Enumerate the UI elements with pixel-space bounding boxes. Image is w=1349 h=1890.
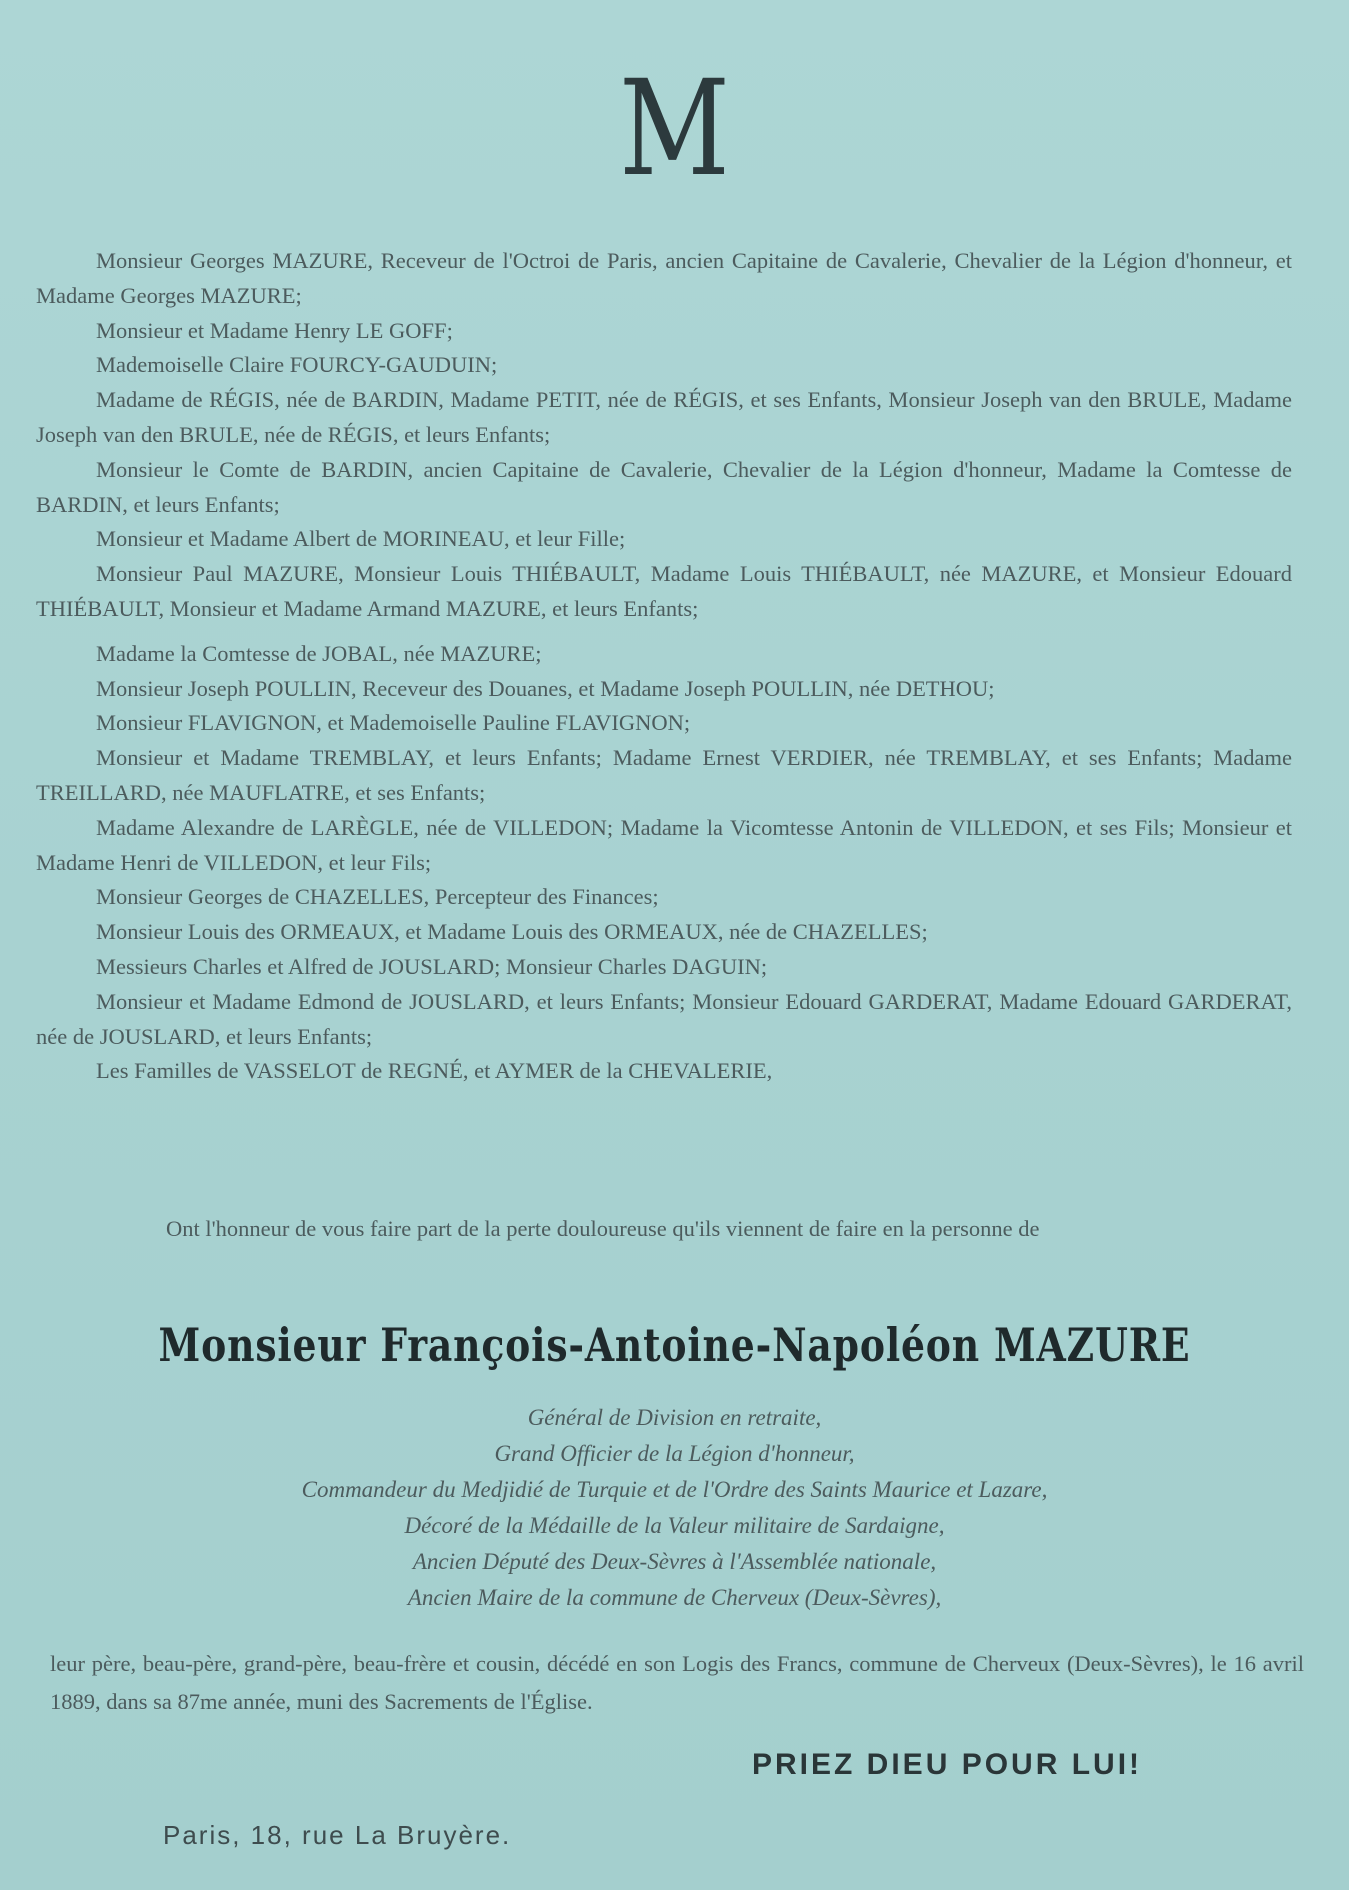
family-entry: Les Familles de VASSELOT de REGNÉ, et AYMER de la CHEVALERIE, — [96, 1058, 773, 1084]
family-entry: Monsieur Georges de CHAZELLES, Percepteur des Finances; — [96, 884, 659, 910]
family-entry: Messieurs Charles et Alfred de JOUSLARD; Monsieur Charles DAGUIN; — [96, 953, 768, 979]
deceased-name: Monsieur François-Antoine-Napoléon MAZURE — [158, 1318, 1191, 1372]
title-line: Général de Division en retraite, — [527, 1405, 822, 1430]
family-entry: Monsieur Louis des ORMEAUX, et Madame Louis des ORMEAUX, née de CHAZELLES; — [96, 919, 928, 945]
printer-address: Paris, 18, rue La Bruyère. — [163, 1820, 512, 1850]
closing-paragraph: leur père, beau-père, grand-père, beau-frère et cousin, décédé en son Logis des Francs, commune de Cherveux (Deux-Sèvres), le 16 avril 1889, dans sa 87me année, muni des Sacrements de l'Église. — [50, 1651, 1304, 1714]
family-entry: Monsieur et Madame Edmond de JOUSLARD, et leurs Enfants; Monsieur Edouard GARDERAT, Madame Edouard GARDERAT, née de JOUSLARD, et leurs Enfants; — [36, 988, 1292, 1049]
title-line: Grand Officier de la Légion d'honneur, — [494, 1441, 855, 1466]
family-entry: Mademoiselle Claire FOURCY-GAUDUIN; — [96, 352, 498, 378]
family-entry: Madame de RÉGIS, née de BARDIN, Madame PETIT, née de RÉGIS, et ses Enfants, Monsieur Joseph van den BRULE, Madame Joseph van den BRULE, née de RÉGIS, et leurs Enfants; — [36, 387, 1292, 447]
title-line: Commandeur du Medjidié de Turquie et de l'Ordre des Saints Maurice et Lazare, — [301, 1477, 1048, 1502]
family-entry: Monsieur Joseph POULLIN, Receveur des Douanes, et Madame Joseph POULLIN, née DETHOU; — [96, 675, 995, 701]
title-line: Ancien Député des Deux-Sèvres à l'Assemblée nationale, — [412, 1549, 937, 1574]
prayer-line: PRIEZ DIEU POUR LUI! — [752, 1748, 1143, 1781]
family-entry: Monsieur FLAVIGNON, et Mademoiselle Pauline FLAVIGNON; — [96, 710, 691, 736]
family-list — [36, 244, 1292, 1089]
family-entry: Monsieur et Madame Henry LE GOFF; — [96, 317, 453, 343]
family-entry: Madame Alexandre de LARÈGLE, née de VILLEDON; Madame la Vicomtesse Antonin de VILLEDON, et ses Fils; Monsieur et Madame Henri de VILLEDON, et leur Fils; — [36, 814, 1292, 875]
family-entry: Monsieur et Madame TREMBLAY, et leurs Enfants; Madame Ernest VERDIER, née TREMBLAY, et ses Enfants; Madame TREILLARD, née MAUFLATRE, et ses Enfants; — [36, 745, 1292, 805]
family-entry: Monsieur Paul MAZURE, Monsieur Louis THIÉBAULT, Madame Louis THIÉBAULT, née MAZURE, et Monsieur Edouard THIÉBAULT, Monsieur et Madame Armand MAZURE, et leurs Enfants; — [36, 561, 1292, 621]
ornamental-initial: M — [619, 52, 730, 206]
family-entry: Monsieur le Comte de BARDIN, ancien Capitaine de Cavalerie, Chevalier de la Légion d'honneur, Madame la Comtesse de BARDIN, et leurs Enfants; — [36, 456, 1292, 517]
title-line: Ancien Maire de la commune de Cherveux (Deux-Sèvres), — [407, 1585, 942, 1610]
family-entry: Madame la Comtesse de JOBAL, née MAZURE; — [96, 640, 542, 666]
family-entry: Monsieur Georges MAZURE, Receveur de l'Octroi de Paris, ancien Capitaine de Cavalerie, Chevalier de la Légion d'honneur, et Madame Georges MAZURE; — [36, 248, 1292, 308]
deceased-titles — [0, 1400, 1349, 1616]
announcement: Ont l'honneur de vous faire part de la perte douloureuse qu'ils viennent de faire en la personne de — [166, 1216, 1040, 1241]
family-entry: Monsieur et Madame Albert de MORINEAU, et leur Fille; — [96, 526, 626, 552]
title-line: Décoré de la Médaille de la Valeur militaire de Sardaigne, — [404, 1513, 945, 1538]
